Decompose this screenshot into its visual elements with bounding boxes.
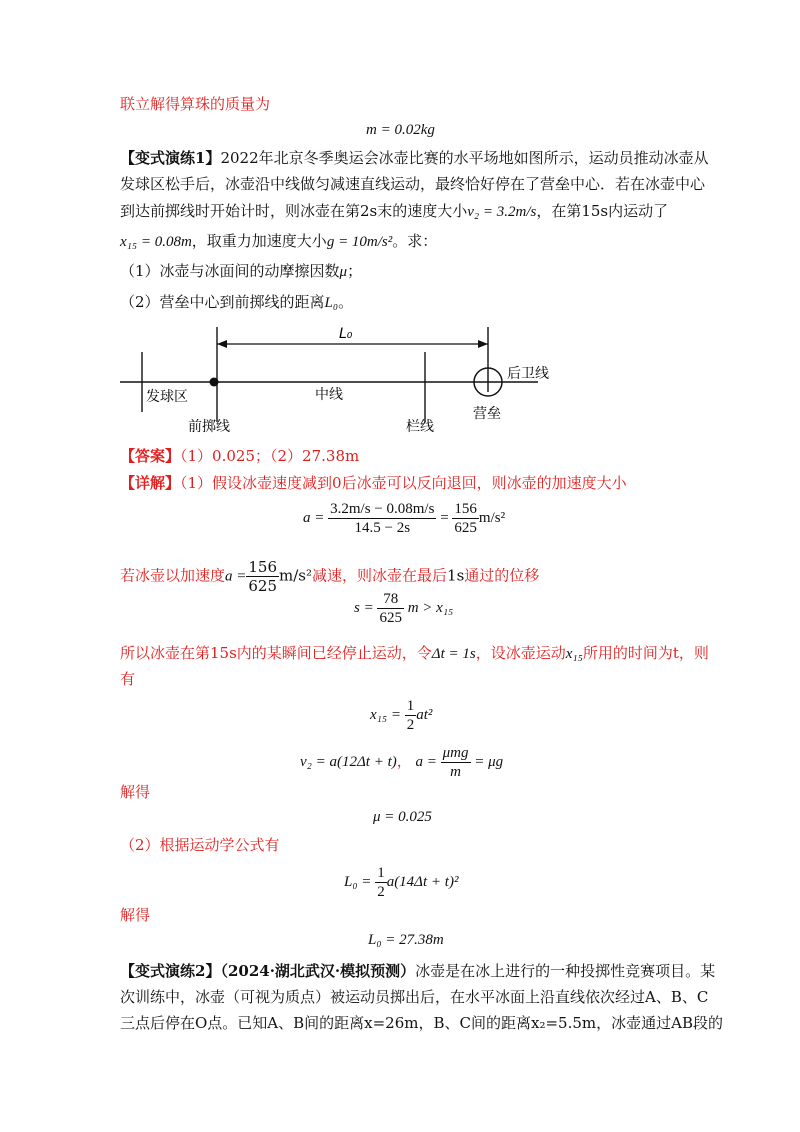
- eq-displacement: s = $\frac{78}{625}$ m > x₁₅: [354, 591, 454, 626]
- curling-field-diagram: [115, 322, 565, 442]
- label-back-line: 后卫线: [507, 366, 549, 382]
- exercise1-tag: 【变式演练1】: [120, 149, 221, 167]
- label-hog-line: 栏线: [406, 419, 434, 435]
- question-2: （2）营垒中心到前掷线的距离L₀。: [120, 293, 354, 311]
- arrow-head-right: [478, 340, 488, 348]
- answer-tag: 【答案】: [120, 447, 181, 465]
- exercise2-line3: 三点后停在O点。已知A、B间的距离x=26m，B、C间的距离x₂=5.5m，冰壶通过AB段的: [120, 1014, 723, 1032]
- label-house: 营垒: [473, 406, 501, 422]
- eq-x15: x₁₅ = $\frac{1}{2}$ at²: [370, 698, 433, 733]
- exercise2-tag: 【变式演练2】: [120, 962, 221, 980]
- exercise2-line2: 次训练中，冰壶（可视为质点）被运动员掷出后，在水平冰面上沿直线依次经过A、B、C: [120, 988, 709, 1006]
- answer-line: 【答案】（1）0.025；（2）27.38m: [120, 447, 360, 465]
- exercise2-line1: 【变式演练2】（2024·湖北武汉·模拟预测）冰壶是在冰上进行的一种投掷性竞赛项目。某: [120, 962, 716, 980]
- eq-L0-result: L₀ = 27.38m: [368, 932, 444, 948]
- exercise1-line2: 发球区松手后，冰壶沿中线做匀减速直线运动，最终恰好停在了营垒中心．若在冰壶中心: [120, 175, 706, 193]
- exercise2-source: （2024·湖北武汉·模拟预测）: [220, 962, 416, 980]
- label-front-line: 前掷线: [188, 419, 230, 435]
- question-1: （1）冰壶与冰面间的动摩擦因数μ；: [120, 262, 363, 280]
- curling-stone-dot: [210, 378, 219, 387]
- exercise1-line3: 到达前掷线时开始计时，则冰壶在第2s末的速度大小v₂ = 3.2m/s，在第15s内运动了: [120, 202, 669, 220]
- label-center-line: 中线: [315, 387, 343, 403]
- intro-line: 联立解得算珠的质量为: [120, 95, 271, 113]
- exercise1-line1: 【变式演练1】2022年北京冬季奥运会冰壶比赛的水平场地如图所示，运动员推动冰壶从: [120, 149, 709, 167]
- eq-mass: m = 0.02kg: [366, 122, 435, 138]
- detail-line3b: 有: [120, 670, 136, 688]
- label-serve-zone: 发球区: [146, 389, 188, 405]
- solve-label-2: 解得: [120, 906, 151, 924]
- detail-line4: （2）根据运动学公式有: [120, 836, 280, 854]
- arrow-head-left: [217, 340, 227, 348]
- detail-line2: 若冰壶以加速度a = $\frac{156}{625}$ m/s²减速，则冰壶在最后1s通过的位移: [120, 558, 540, 595]
- eq-acceleration: a = $\frac{3.2m/s - 0.08m/s}{14.5 - 2s}$ = $\frac{156}{625}$ m/s²: [303, 501, 506, 536]
- solve-label-1: 解得: [120, 783, 151, 801]
- eq-mu: μ = 0.025: [373, 809, 432, 825]
- eq-velocity-and-accel: v₂ = a(12Δt + t)， a = $\frac{\text{μmg}}{m}$ = μg: [300, 745, 504, 780]
- detail-line1: 【详解】（1）假设冰壶速度减到0后冰壶可以反向退回，则冰壶的加速度大小: [120, 474, 627, 492]
- label-L0: L₀: [339, 326, 353, 342]
- detail-tag: 【详解】: [120, 474, 181, 492]
- eq-L0-formula: L₀ = $\frac{1}{2}$ a(14Δt + t)²: [344, 865, 459, 900]
- exercise1-line4: x₁₅ = 0.08m，取重力加速度大小g = 10m/s²。求：: [120, 232, 438, 250]
- detail-line3: 所以冰壶在第15s内的某瞬间已经停止运动，令Δt = 1s，设冰壶运动x₁₅所用的时间为t，则: [120, 644, 709, 662]
